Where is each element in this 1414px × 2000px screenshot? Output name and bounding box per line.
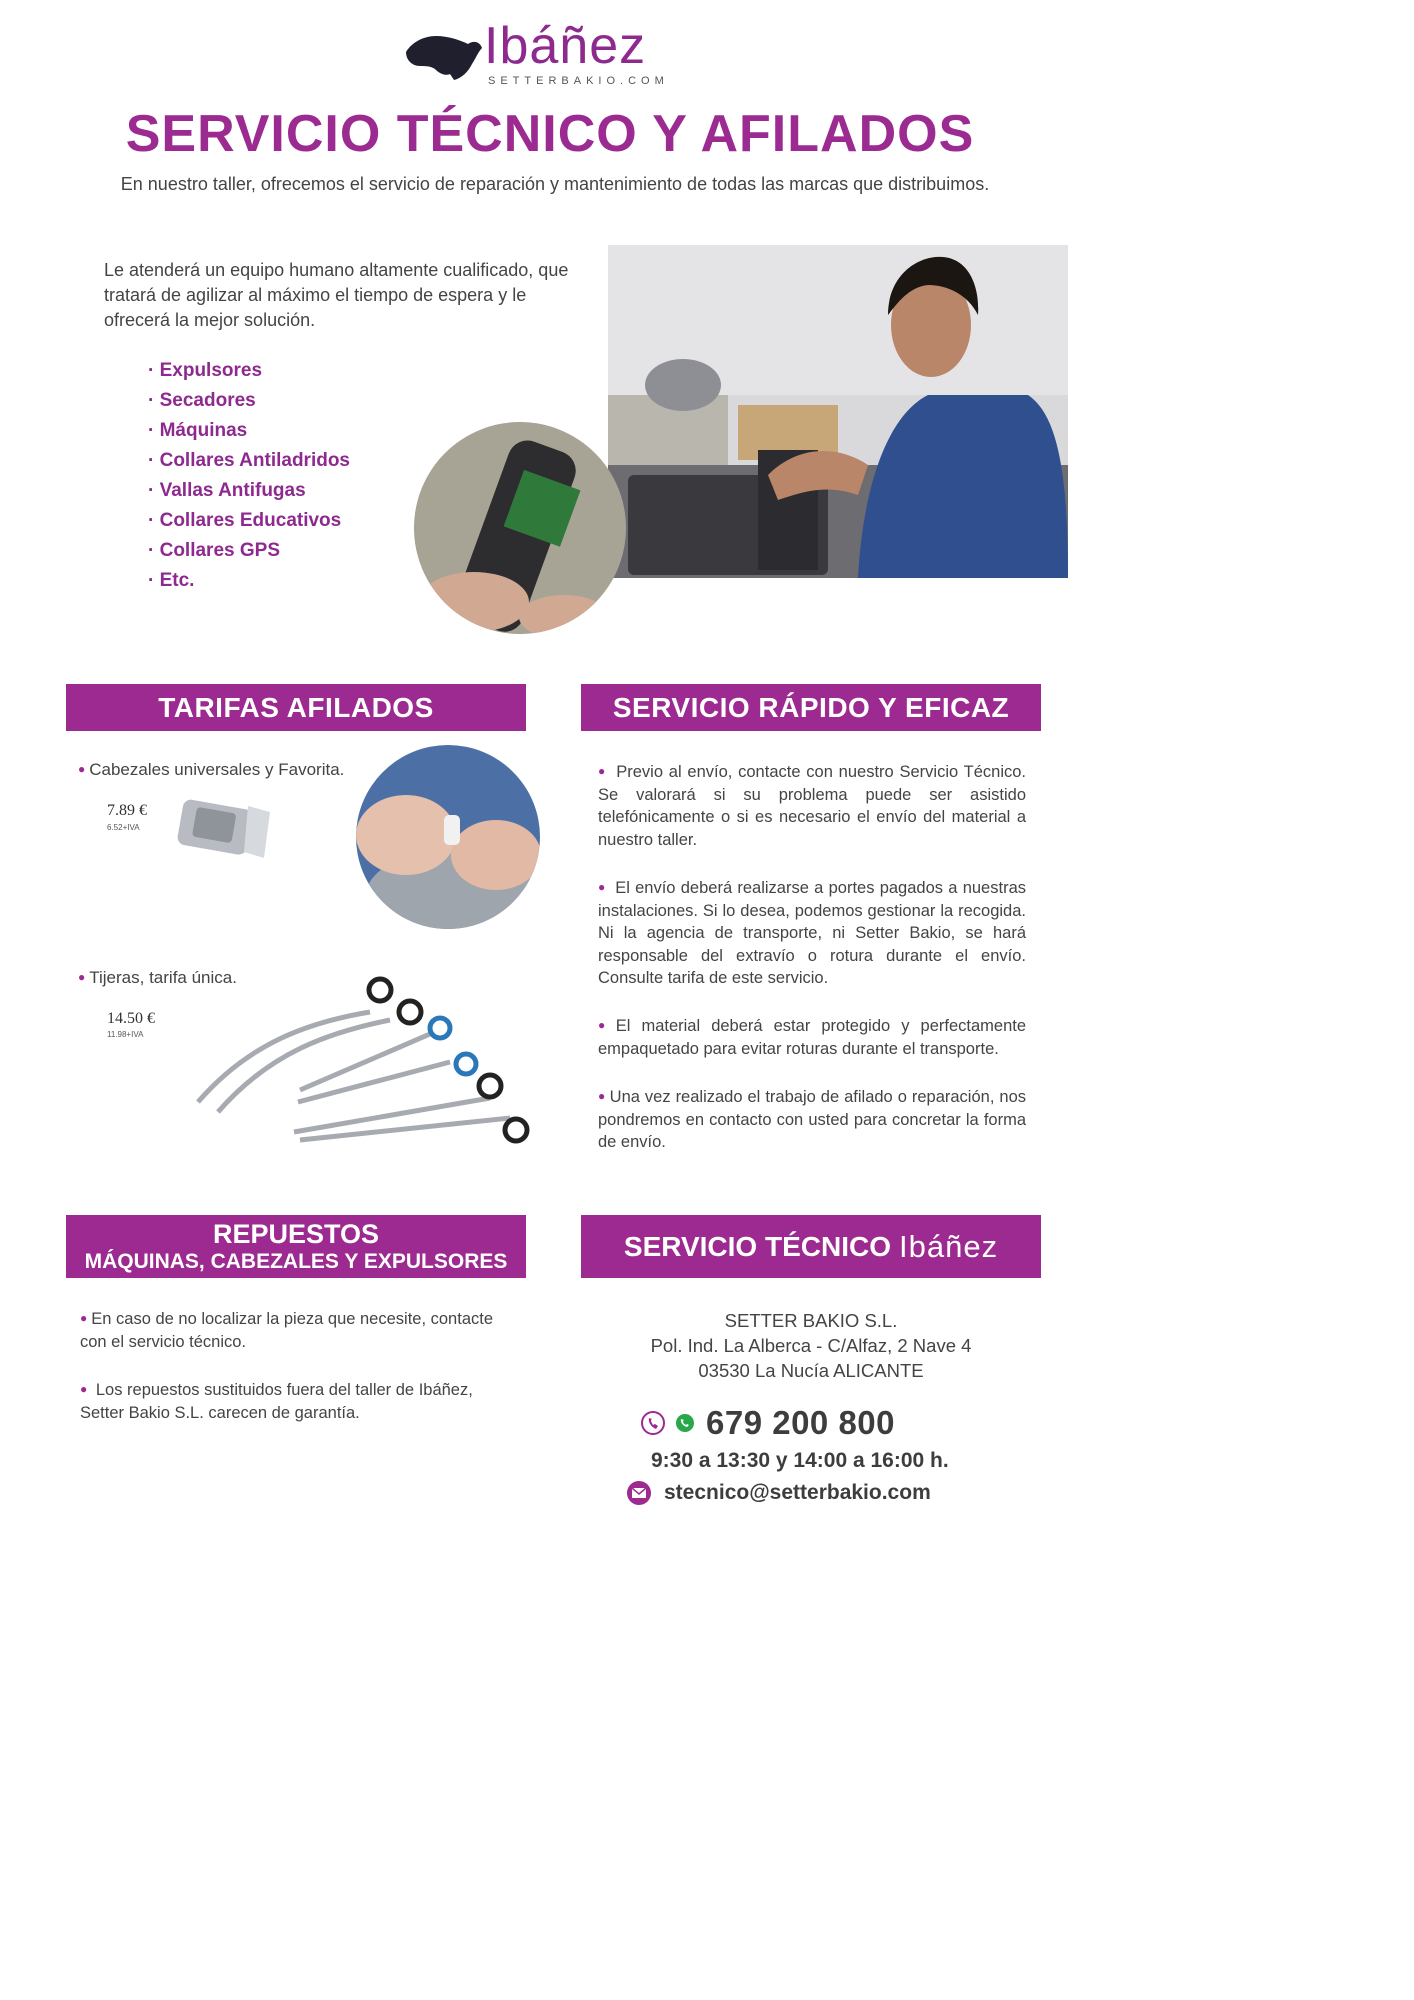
- intro-text: Le atenderá un equipo humano altamente cualificado, que tratará de agilizar al máximo el tiempo de espera y le ofrecerá la mejor solución.: [104, 260, 569, 330]
- bullet-icon: ●: [80, 1311, 88, 1325]
- repuestos-text: En caso de no localizar la pieza que necesite, contacte con el servicio técnico.: [80, 1310, 494, 1351]
- list-item: · Vallas Antifugas: [148, 480, 306, 501]
- mail-icon: [626, 1480, 652, 1506]
- clipper-repair-photo: [414, 422, 626, 634]
- section-banner-repuestos: [66, 1215, 526, 1278]
- repuestos-subtitle: MÁQUINAS, CABEZALES Y EXPULSORES: [84, 1249, 508, 1273]
- phone-number[interactable]: 679 200 800: [706, 1404, 896, 1441]
- company-name: SETTER BAKIO S.L.: [724, 1310, 898, 1331]
- page-title: SERVICIO TÉCNICO Y AFILADOS: [125, 105, 975, 163]
- servicio-paragraph: [598, 876, 1026, 990]
- servicio-text: Una vez realizado el trabajo de afilado o reparación, nos pondremos en contacto con usted para concretar la forma de envío.: [598, 1088, 1026, 1151]
- bullet-icon: ●: [78, 970, 86, 984]
- phone-icon: [640, 1410, 666, 1436]
- bullet-icon: ●: [80, 1382, 88, 1396]
- repuestos-paragraph: [80, 1378, 520, 1424]
- list-item: · Máquinas: [148, 420, 248, 441]
- list-item: · Etc.: [148, 570, 195, 591]
- repuestos-paragraph: [80, 1307, 520, 1353]
- bullet-icon: ●: [598, 764, 607, 778]
- repuestos-text: Los repuestos sustituidos fuera del taller de Ibáñez, Setter Bakio S.L. carecen de garantía.: [80, 1381, 473, 1422]
- address-line: Pol. Ind. La Alberca - C/Alfaz, 2 Nave 4: [650, 1335, 972, 1356]
- phone-row: [640, 1404, 895, 1442]
- bullet-icon: ●: [598, 1018, 612, 1032]
- servicio-paragraph: [598, 1014, 1026, 1060]
- servicio-text: Previo al envío, contacte con nuestro Servicio Técnico. Se valorará si su problema puede ser asistido telefónicamente o si es necesario el envío del material a nuestro taller.: [598, 763, 1027, 849]
- servicio-paragraph: [598, 760, 1026, 851]
- technician-photo: [608, 245, 1068, 578]
- repuestos-title: REPUESTOS: [212, 1218, 380, 1249]
- servicio-paragraph: [598, 1085, 1026, 1154]
- address-line: 03530 La Nucía ALICANTE: [698, 1360, 924, 1381]
- contact-address: [581, 1308, 1041, 1383]
- list-item: · Expulsores: [148, 360, 263, 381]
- tarifa-label: Cabezales universales y Favorita.: [89, 760, 345, 779]
- tecnico-title: SERVICIO TÉCNICO: [623, 1230, 891, 1262]
- whatsapp-icon: [674, 1412, 696, 1434]
- list-item: · Secadores: [148, 390, 256, 411]
- tarifa-price: 14.50 €: [107, 1010, 155, 1027]
- scissors-image: [190, 972, 530, 1172]
- list-item: · Collares Educativos: [148, 510, 342, 531]
- logo-subtitle: SETTERBAKIO.COM: [488, 75, 669, 87]
- bullet-icon: ●: [78, 762, 86, 776]
- section-banner-servicio: SERVICIO RÁPIDO Y EFICAZ: [581, 684, 1041, 731]
- email-link[interactable]: stecnico@setterbakio.com: [664, 1481, 931, 1504]
- opening-hours: 9:30 a 13:30 y 14:00 a 16:00 h.: [651, 1449, 949, 1472]
- tecnico-brand: Ibáñez: [899, 1228, 999, 1264]
- list-item: · Collares Antiladridos: [148, 450, 350, 471]
- email-row: [626, 1480, 931, 1506]
- product-list: [148, 356, 350, 596]
- page-subtitle: En nuestro taller, ofrecemos el servicio de reparación y mantenimiento de todas las marcas que distribuimos.: [120, 174, 990, 194]
- tarifa-iva: 11.98+IVA: [107, 1030, 144, 1039]
- tarifa-item: [78, 760, 344, 780]
- logo-wordmark: Ibáñez: [484, 17, 647, 75]
- dog-logo-icon: [406, 36, 482, 80]
- tarifa-price: 7.89 €: [107, 802, 147, 819]
- bullet-icon: ●: [598, 1089, 606, 1103]
- servicio-text: El envío deberá realizarse a portes pagados a nuestras instalaciones. Si lo desea, podemos gestionar la recogida. Ni la agencia de transporte, ni Setter Bakio, se hará responsable del extravío o rotura durante el envío. Consulte tarifa de este servicio.: [598, 879, 1026, 987]
- section-banner-tarifas: TARIFAS AFILADOS: [66, 684, 526, 731]
- section-banner-tecnico: [581, 1215, 1041, 1278]
- tarifa-iva: 6.52+IVA: [107, 823, 140, 832]
- servicio-text: El material deberá estar protegido y perfectamente empaquetado para evitar roturas durante el transporte.: [598, 1017, 1027, 1058]
- tarifa-label: Tijeras, tarifa única.: [89, 968, 237, 987]
- list-item: · Collares GPS: [148, 540, 280, 561]
- sharpening-photo: [356, 745, 540, 929]
- clipper-blade-image: [174, 796, 274, 862]
- bullet-icon: ●: [598, 880, 606, 894]
